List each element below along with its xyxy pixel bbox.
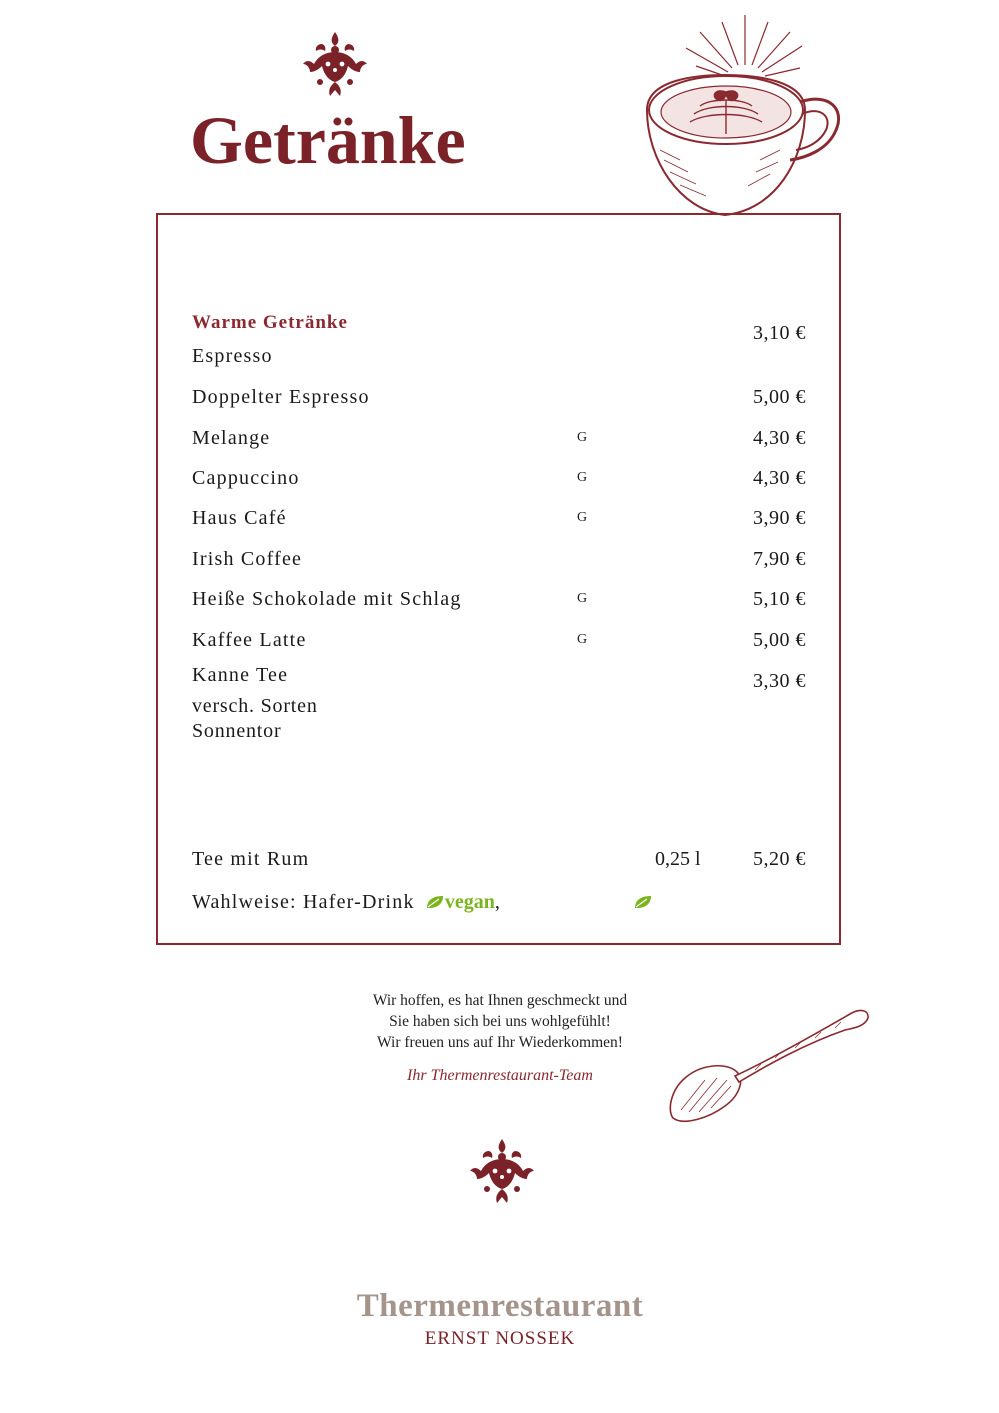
- vegan-label: vegan: [444, 891, 495, 913]
- spoon-illustration: [665, 1000, 875, 1130]
- menu-item-name: Kaffee Latte: [192, 629, 307, 651]
- options-prefix: Wahlweise: Hafer-Drink: [192, 891, 415, 913]
- options-separator: ,: [494, 891, 502, 913]
- menu-item-price: 5,00 €: [753, 386, 806, 408]
- menu-item-name: Irish Coffee: [192, 548, 303, 570]
- allergen-marker: G: [577, 470, 588, 485]
- menu-item-price: 3,90 €: [753, 507, 806, 529]
- signature: Ihr Thermenrestaurant-Team: [407, 1067, 593, 1084]
- leaf-icon: [633, 894, 653, 910]
- menu-item-price: 7,90 €: [753, 548, 806, 570]
- menu-item-price: 5,00 €: [753, 629, 806, 651]
- menu-item-price: 3,10 €: [753, 322, 806, 344]
- leaf-icon: [425, 894, 445, 910]
- allergen-marker: G: [577, 510, 588, 525]
- allergen-marker: G: [577, 430, 588, 445]
- closing-line: Wir hoffen, es hat Ihnen geschmeckt und: [372, 992, 628, 1009]
- menu-item-name: Haus Café: [192, 507, 287, 529]
- ornament-icon: [467, 1137, 537, 1205]
- menu-item-name: Doppelter Espresso: [192, 386, 370, 408]
- menu-item-price: 5,10 €: [753, 588, 806, 610]
- ornament-icon: [300, 30, 370, 98]
- menu-item-detail: versch. Sorten: [192, 695, 318, 717]
- closing-line: Wir freuen uns auf Ihr Wiederkommen!: [377, 1034, 623, 1051]
- menu-item-name: Heiße Schokolade mit Schlag: [192, 588, 462, 610]
- menu-item-detail: Sonnentor: [192, 720, 282, 742]
- section-title: Warme Getränke: [192, 312, 348, 333]
- menu-item-price: 3,30 €: [753, 670, 806, 692]
- menu-item-price: 4,30 €: [753, 427, 806, 449]
- coffee-cup-illustration: [640, 10, 850, 220]
- menu-item-price: 4,30 €: [753, 467, 806, 489]
- menu-item-volume: 0,25 l: [655, 848, 701, 870]
- menu-item-name: Melange: [192, 427, 271, 449]
- menu-item-price: 5,20 €: [753, 848, 806, 870]
- closing-line: Sie haben sich bei uns wohlgefühlt!: [389, 1013, 611, 1030]
- menu-item-name: Espresso: [192, 345, 273, 367]
- menu-item-name: Tee mit Rum: [192, 848, 310, 870]
- menu-item-name: Cappuccino: [192, 467, 300, 489]
- allergen-marker: G: [577, 632, 588, 647]
- brand-name: Thermenrestaurant: [356, 1288, 644, 1324]
- brand-subtitle: ERNST NOSSEK: [424, 1328, 576, 1349]
- options-line: [192, 891, 501, 914]
- allergen-marker: G: [577, 591, 588, 606]
- closing-message: [300, 990, 700, 1053]
- menu-item-name: Kanne Tee: [192, 664, 289, 686]
- page-title: Getränke: [190, 102, 466, 178]
